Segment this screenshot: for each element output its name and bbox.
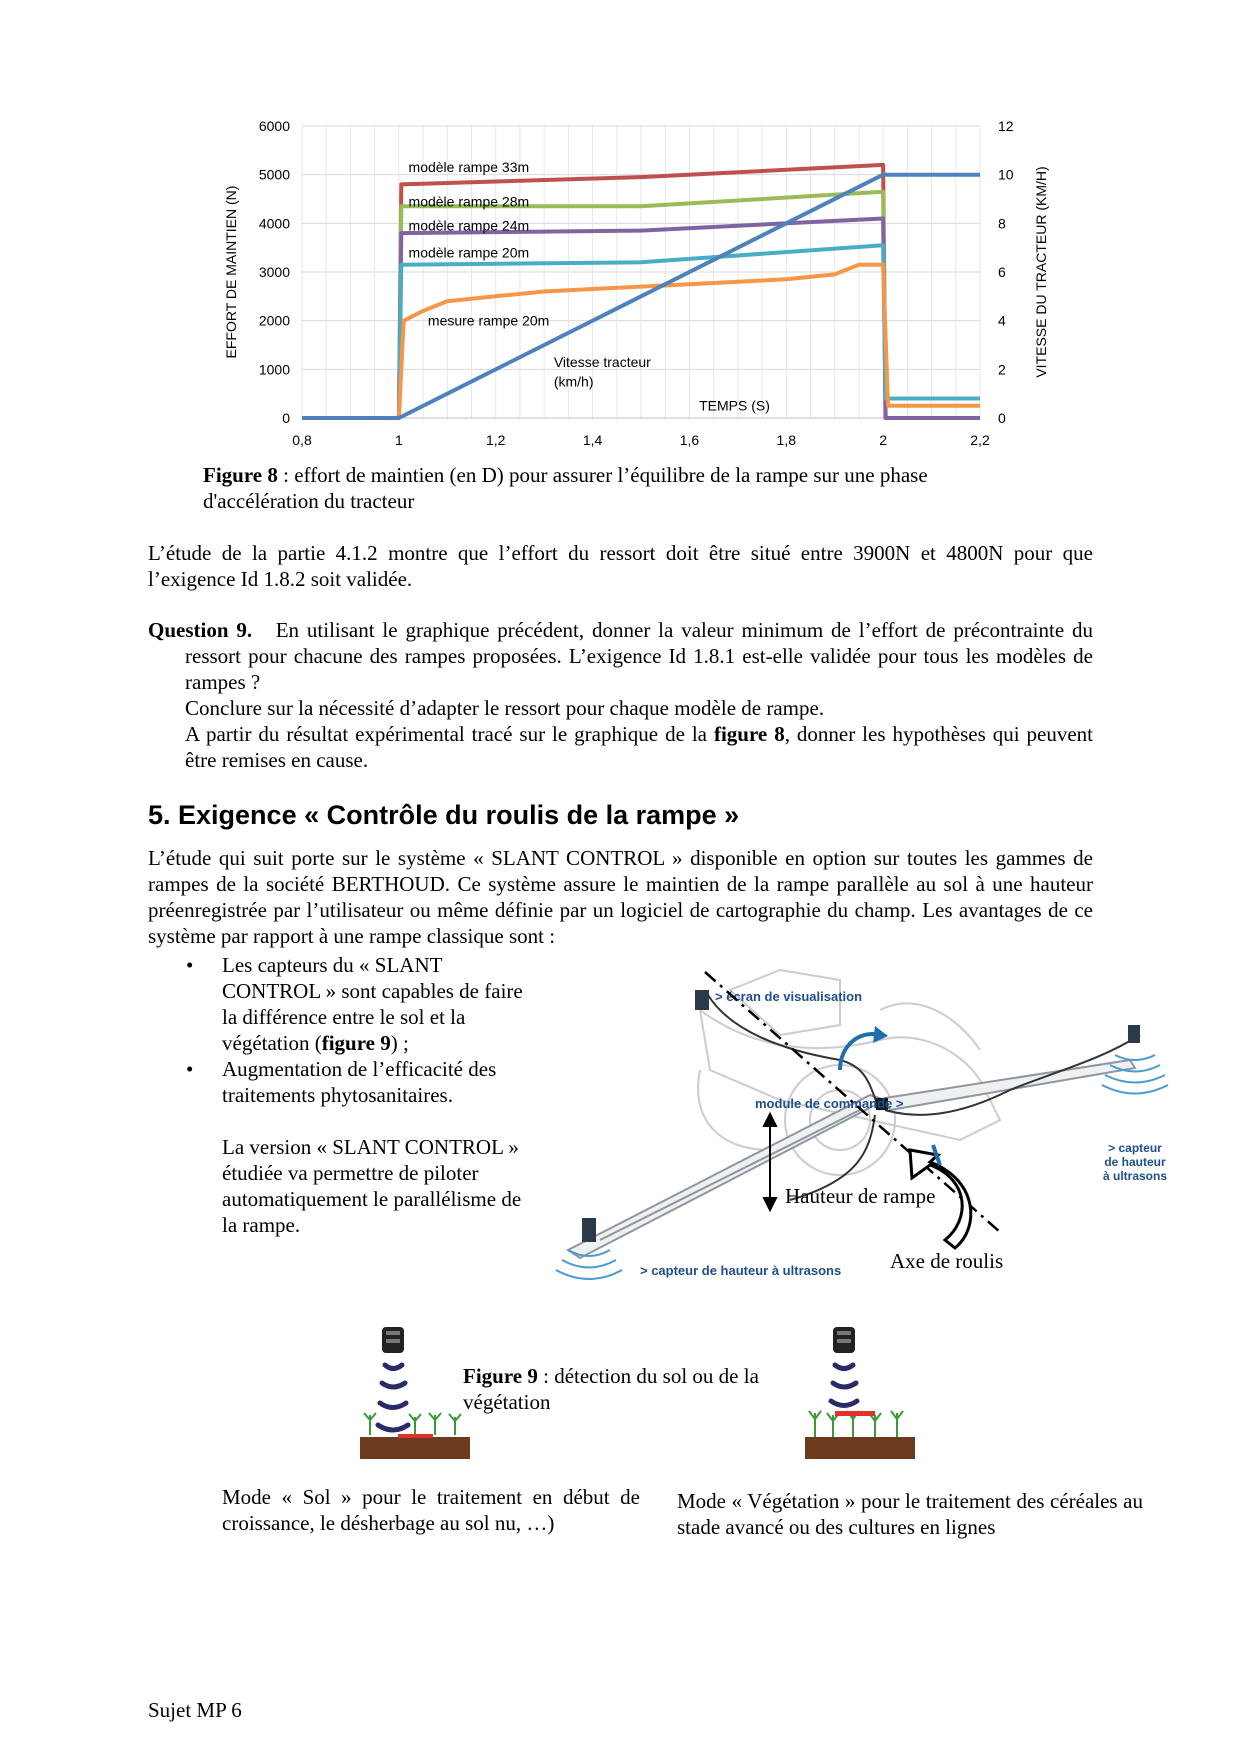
- y2-tick-label: 6: [998, 264, 1006, 280]
- y2-tick-label: 10: [998, 166, 1014, 183]
- y-tick-label: 2000: [258, 312, 290, 329]
- label-hauteur: Hauteur de rampe: [785, 1184, 936, 1208]
- y2-tick-label: 2: [998, 361, 1006, 378]
- y2-tick-label: 8: [998, 215, 1006, 232]
- mode-vegetation-illustration: [805, 1325, 915, 1460]
- mode-vegetation-text: Mode « Végétation » pour le traitement des céréales au stade avancé ou des cultures en lignes: [677, 1489, 1143, 1539]
- chart-annotation: modèle rampe 20m: [408, 244, 530, 261]
- y2-tick-label: 12: [998, 118, 1014, 134]
- y-tick-label: 1000: [258, 361, 290, 378]
- label-module: module de commande >: [755, 1096, 904, 1111]
- label-capteur-bas: > capteur de hauteur à ultrasons: [640, 1263, 842, 1278]
- question-9: [148, 617, 1093, 773]
- advantages-list: [180, 952, 530, 1108]
- chart-annotation: modèle rampe 33m: [408, 159, 530, 176]
- question-line2: Conclure sur la nécessité d’adapter le ressort pour chaque modèle de rampe.: [185, 696, 825, 720]
- y-tick-label: 4000: [258, 215, 290, 232]
- figure-9-caption: [463, 1363, 793, 1415]
- x-tick-label: 0,8: [292, 432, 312, 448]
- x-tick-label: 1,6: [679, 432, 700, 448]
- left-sensor-icon: [582, 1218, 596, 1242]
- figure-8-chart: [210, 110, 1090, 455]
- boom-structure: [568, 1060, 1135, 1258]
- chart-annotations: [409, 159, 770, 413]
- x-tick-label: 1,2: [485, 432, 506, 448]
- y2-axis-title: VITESSE DU TRACTEUR (KM/H): [1033, 166, 1049, 378]
- mode-sol-illustration: [360, 1325, 470, 1460]
- figure-8-label: Figure 8: [203, 463, 278, 487]
- y-tick-label: 0: [282, 410, 290, 426]
- x-tick-label: 1,4: [582, 432, 603, 448]
- x-tick-label: 2,2: [970, 432, 990, 448]
- y-tick-label: 3000: [258, 264, 290, 280]
- question-line1: En utilisant le graphique précédent, donner la valeur minimum de l’effort de précontrainte du ressort pour chacune des rampes proposées. L’exigence Id 1.8.1 est-elle validée pour tous les modèles de rampes ?: [185, 618, 1094, 694]
- y2-tick-label: 0: [998, 410, 1006, 426]
- section-5-intro: L’étude qui suit porte sur le système « SLANT CONTROL » disponible en option sur toutes les gammes de rampes de la société BERTHOUD. Ce système assure le maintien de la rampe parallèle au sol à une hauteur préenregistrée par l’utilisateur ou même définie par un logiciel de cartographie du champ. Les avantages de ce système par rapport à une rampe classique sont :: [148, 846, 1093, 948]
- section-5-title: 5. Exigence « Contrôle du roulis de la rampe »: [148, 800, 740, 830]
- chart-gridlines: [302, 126, 980, 418]
- y-tick-label: 5000: [258, 166, 290, 183]
- x-tick-label: 1: [394, 432, 403, 448]
- paragraph-ressort: L’étude de la partie 4.1.2 montre que l’effort du ressort doit être situé entre 3900N et 4800N pour que l’exigence Id 1.8.2 soit validée.: [148, 541, 1093, 591]
- soil: [805, 1437, 915, 1459]
- chart-annotation: mesure rampe 20m: [427, 312, 550, 329]
- y2-tick-label: 4: [998, 312, 1006, 329]
- figure-8-ref: figure 8: [713, 722, 785, 746]
- figure-9-label: Figure 9: [463, 1364, 538, 1388]
- list-item: • Augmentation de l’efficacité des traitements phytosanitaires.: [180, 1056, 530, 1108]
- chart-annotation: modèle rampe 24m: [408, 217, 530, 234]
- y-tick-label: 6000: [258, 118, 290, 134]
- figure-8-caption-text: : effort de maintien (en D) pour assurer l’équilibre de la rampe sur une phase d'accélération du tracteur: [203, 463, 928, 513]
- detected-level: [398, 1434, 433, 1438]
- page-footer: Sujet MP 6: [148, 1698, 242, 1722]
- y-axis-title: EFFORT DE MAINTIEN (N): [223, 185, 239, 359]
- list-item: • Les capteurs du « SLANT CONTROL » sont capables de faire la différence entre le sol et la végétation (figure 9) ;: [180, 952, 530, 1056]
- screen-icon: [695, 990, 709, 1010]
- chart-annotation: (km/h): [553, 373, 594, 390]
- figure-9-caption-text: : détection du sol ou de la végétation: [463, 1364, 759, 1414]
- chart-annotation: modèle rampe 28m: [408, 193, 530, 210]
- chart-annotation: Vitesse tracteur: [553, 353, 651, 370]
- label-axe-roulis: Axe de roulis: [890, 1249, 1004, 1273]
- detected-level: [835, 1411, 875, 1416]
- x-tick-label: 2: [879, 432, 888, 448]
- mode-sol-text: Mode « Sol » pour le traitement en début de croissance, le désherbage au sol nu, …): [222, 1485, 640, 1535]
- ultrasound-waves: [378, 1365, 408, 1430]
- x-tick-label: 1,8: [776, 432, 797, 448]
- version-paragraph: La version « SLANT CONTROL » étudiée va permettre de piloter automatiquement le parallélisme de la rampe.: [222, 1135, 522, 1237]
- figure-8-caption: [203, 462, 1023, 514]
- slant-control-diagram: [540, 950, 1180, 1295]
- right-sensor-icon: [1128, 1025, 1140, 1043]
- sensor-icon: [382, 1327, 404, 1353]
- question-label: Question 9.: [148, 618, 253, 642]
- sensor-icon: [833, 1327, 855, 1353]
- question-line3: A partir du résultat expérimental tracé sur le graphique de la figure 8, donner les hypothèses qui peuvent être remises en cause.: [185, 722, 1093, 772]
- label-capteur-droite: > capteur de hauteur à ultrasons: [1102, 1141, 1168, 1183]
- soil: [360, 1437, 470, 1459]
- label-ecran: > écran de visualisation: [715, 989, 863, 1004]
- chart-annotation: TEMPS (S): [699, 397, 770, 414]
- ultrasound-waves: [831, 1365, 857, 1406]
- right-ultrasound-waves: [1102, 1055, 1168, 1094]
